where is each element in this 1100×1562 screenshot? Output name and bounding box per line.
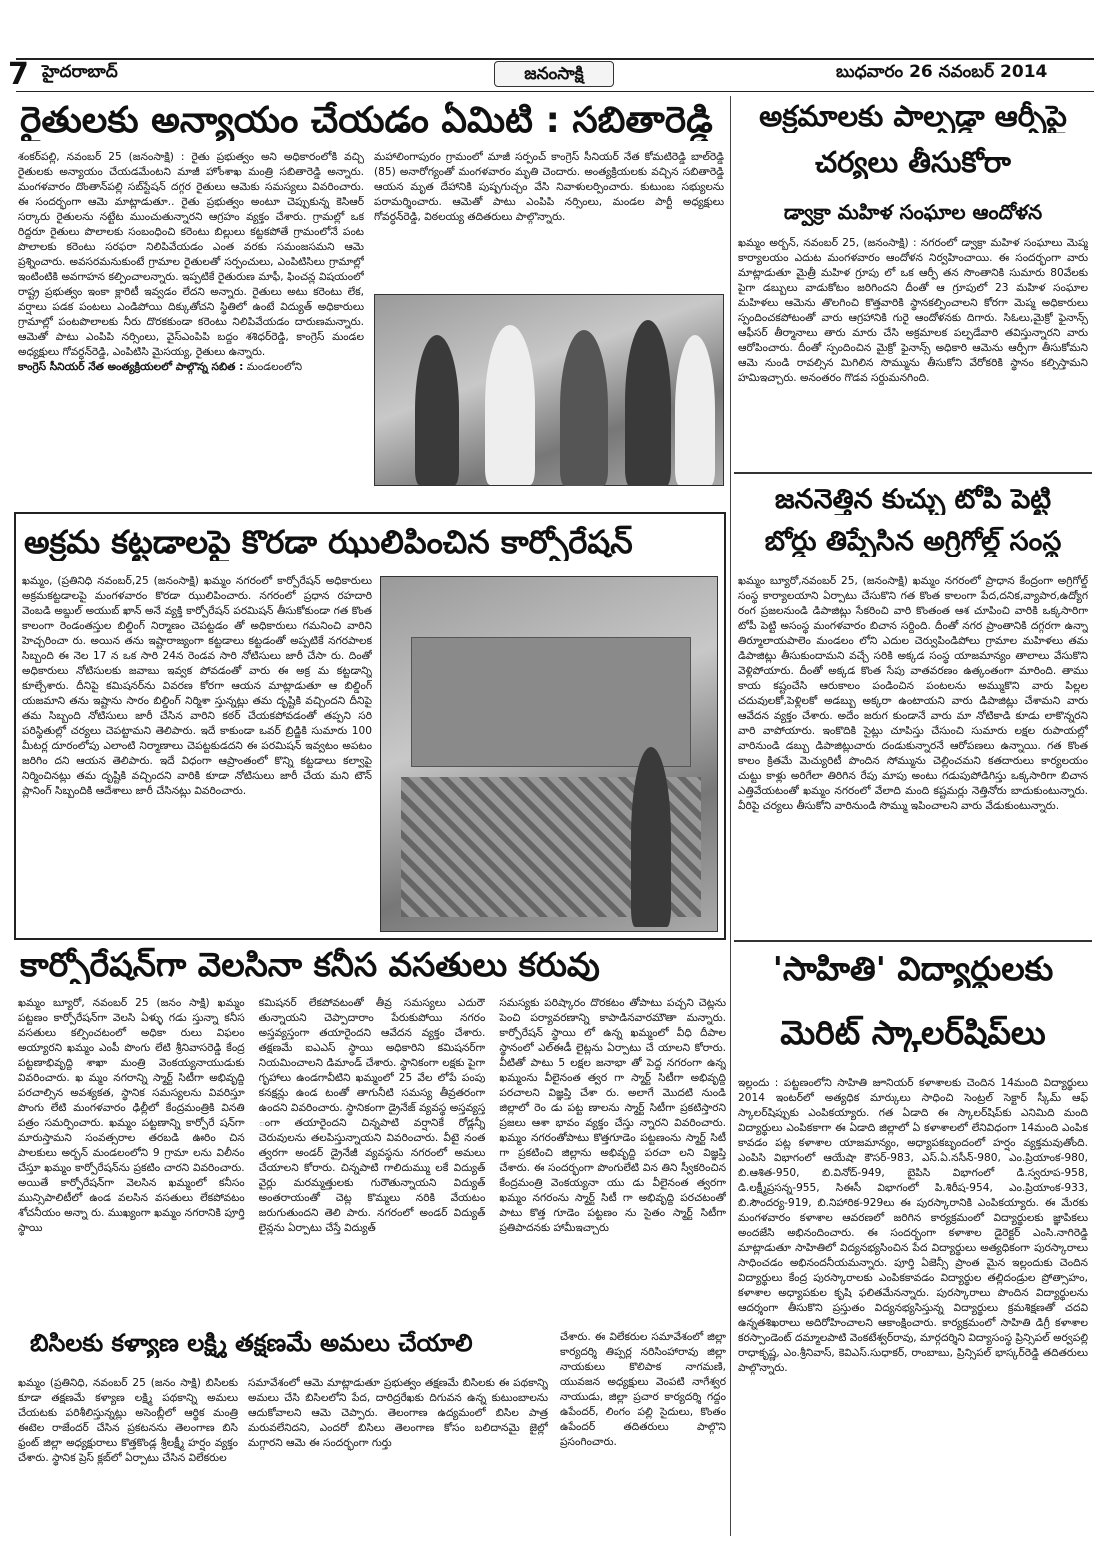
corporation-facilities-body [18,996,726,1318]
sabitha-subhead-tail: మండలంలోని [246,361,303,373]
sabitha-body-col1 [18,150,364,488]
dwcra-headline-line1: అక్రమాలకు పాల్పడ్డా ఆర్పీపై [759,100,1067,133]
sabitha-col2-text: మహాలింగాపురం గ్రామంలో మాజీ సర్పంచ్‌ కాంగ్రెస్‌ సీనియర్‌ నేత కోమటిరెడ్డి బాల్‌రెడ్డి (85) అనారోగ్యంతో మంగళవారం మృతి చెందారు. అంత్యక్రియలకు వచ్చిన సబితారెడ్డి ఆయన మృత దేహానికి పుష్పగుచ్చం వేసి నివాళులర్పించారు. కుటుంబ సభ్యులను పరామర్శించారు. ఆమెతో పాటు ఎంపిపి నర్సింలు, మండల పార్టీ అధ్యక్షులు గోవర్ధన్‌రెడ్డి, విఠలయ్య తదితరులు పాల్గొన్నారు. [374,151,724,223]
sabitha-body-col2 [374,150,724,290]
corporation-facilities-headline: కార్పోరేషన్‌గా వెలసినా కనీస వసతులు కరువు [20,946,600,984]
kalyana-lakshmi-col3 [560,1330,726,1526]
corporation-buildings-body [22,574,372,934]
demolition-photo [380,576,718,932]
agrigold-separator [734,940,1092,942]
kalyana-lakshmi-col1-text: ఖమ్మం (ప్రతినిధి, నవంబర్‌ 25 (జనం సాక్షి) బిసిలకు కూడా తక్షణమే కళ్యాణ లక్ష్మి పథకాన్ని అమలు చేయటకు పరిశీలిస్తున్నట్లు అసెంబ్లీలో ఆర్థిక మంత్రి ఈటెల రాజేందర్‌ చేసిన ప్రకటనను తెలంగాణ బిసి ఫ్రంట్‌ జిల్లా అధ్యక్షురాలు కొత్తకొండ్ల శ్రీలక్ష్మీ హర్షం వ్యక్తం చేశారు. స్థానిక ప్రెస్‌ క్లబ్‌లో ఏర్పాటు చేసిన విలేకరుల [18,1377,238,1464]
dwcra-subheadline: డ్వాక్రా మహిళ సంఘాల ఆందోళన [783,200,1043,224]
corporation-buildings-text: ఖమ్మం, (ప్రతినిధి నవంబర్‌,25 (జనంసాక్షి) ఖమ్మం నగరంలో కార్పోరేషన్‌ అధికారులు అక్రమకట్టడాలపై మంగళవారం కొరడా ఝులిపించారు. నగరంలో ప్రధాన రహదారి వెంబడి అబ్దుల్‌ అయుబ్‌ ఖాన్‌ అనే వ్యక్తి కార్పోరేషన్‌ పరమిషన్‌ తీసుకోకుండా గత కొంత కాలంగా రెండంతస్తుల బిల్డింగ్‌ నిర్మాణం చెపట్టడం తో అధికారులు గమనించి వారిని హెచ్చరించా రు. అయిన తను ఇష్టారాజ్యంగా కట్టడాలు కట్టడంతో అప్పటికే నగరపాలక సిబ్బంది ఈ నెల 17 న ఒక సారి 24న రెండవ సారి నోటిసులు జారీ చేసా రు. దింతో అధికారులు నోటిసులకు జవాబు ఇవ్వక పోవడంతో వారు ఈ అక్ర మ కట్టడాన్ని కూల్చేశారు. దీనిపై కమిషనర్‌ను వివరణ కోరగా ఆయన మాట్లాడుతూ ఆ బిల్డింగ్‌ యజమాని తను ఇష్టాను సారం బిల్డింగ్‌ నిర్మిశా స్తున్నట్లు తమ దృష్టికి వచ్చిందని దీనిపై తమ సిబ్బంది నోటిసులు జారీ చేసిన వారిని కఠర్‌ చేయకపోవడంతో తప్పని సరి పరిస్థితుల్లో చర్యలు చెపట్టామని తెలిపారు. ఇదే కాకుండా ఒవర్‌ బ్రిడ్జికి సుమారు 100 మీటర్ల దూరంలోపు ఎలాంటి నిర్మాణాలు చెపట్టకుడదని ఈ పరమిషన్‌ ఇవ్వటం అపటం జరిగిం దని ఆయన తెలిపారు. ఇదే విధంగా ఆప్రాంతంలో కొన్ని కట్టడాలు కల్వాపై నిర్మించినట్లు తమ దృష్టికి వచ్చిందని వారికి కూడా నోటిసులు జారీ చేయ మని టౌన్‌ ప్లానింగ్‌ సిబ్బందికి ఆదేశాలు జారీ చేసినట్లు వివరించారు. [22,575,372,797]
kalyana-lakshmi-col1 [18,1376,238,1526]
dwcra-headline-line2: చర్యలు తీసుకోరా [815,146,1011,179]
agrigold-body [738,574,1088,934]
kalyana-lakshmi-headline: బిసిలకు కళ్యాణ లక్ష్మి తక్షణమే అమలు చేయాలి [30,1330,473,1357]
sahithi-body-text: ఇల్లందు : పట్టణంలోని సాహితి జూనియర్‌ కళాశాలకు చెందిన 14మంది విద్యార్థులు 2014 ఇంటర్‌లో అత్యధిక మార్కులు సాధించి సెంట్రల్‌ సెక్టార్‌ స్కీమ్‌ ఆఫ్‌ స్కాలర్‌షిప్పుకు ఎంపికయ్యారు. గత ఏడాది ఈ స్కాలర్‌షిప్‌కు ఎనిమిది మంది విద్యార్థులు ఎంపికకాగా ఈ ఏడాది జిల్లాలో ఏ కళాశాలలో లేనివిధంగా 14మంది ఎంపిక కావడం పట్ల కళాశాల యాజమాన్యం, అధ్యాపకబృందంలో హర్షం వ్యక్తమవుతోంది. ఎంపిసి విభాగంలో ఆయేషా కౌసర్‌-983, ఎస్‌.ఏ.నసీన్‌-980, ఎం.ప్రియాంక-980, బి.ఆశిత-950, బి.వినోద్‌-949, బైపిసి విభాగంలో డి.స్వరూప-958, డి.లక్ష్మీప్రసన్న-955, సిఈసీ విభాగంలో పి.శిరీష-954, ఎం.ప్రియాంక-933, బి.సౌందర్య-919, బి.నిహారిక-929లు ఈ పురస్కారానికి ఎంపికయ్యారు. ఈ మేరకు మంగళవారం కళాశాల ఆవరణలో జరిగిన కార్యక్రమంలో విద్యార్థులకు జ్ఞాపికలు అందజేసి అభినందించారు. ఈ సందర్భంగా కళాశాల డైరెక్టర్‌ ఎంసి.నాగిరెడ్డి మాట్లాడుతూ సాహితిలో విద్యనభ్యసించిన పేద విద్యార్థులు అత్యధికంగా పురస్కారాలు సాధించడం అభినందనీయమన్నారు. పూర్తి ఏజెన్సీ ప్రాంత మైన ఇల్లందుకు చెందిన విద్యార్థులు కేంద్ర పురస్కారాలకు ఎంపికకావడం విద్యార్థుల తల్లిదండ్రుల ప్రోత్సాహం, కళాశాల అధ్యాపకుల కృషి ఫలితమేనన్నారు. పురస్కారాలు పొందిన విద్యార్థులను ఆదర్శంగా తీసుకొని ప్రస్తుతం విద్యనభ్యసిస్తున్న విద్యార్థులు క్రమశిక్షణతో చదవి ఉన్నతశిఖరాలు అదిరోహించాలని ఆకాంక్షించారు. కార్యక్రమంలో సాహితి డిగ్రీ కళాశాల కరస్పాండెంట్‌ దమ్మాలపాటి వెంకటేశ్వర్‌రావు, మార్గదర్శిని విద్యాసంస్థ ప్రిన్సిపల్‌ అర్వపల్లి రాధాకృష్ణ, ఎం.శ్రీనివాస్‌, కెవిఎస్‌.సుధాకర్‌, రాంబాబు, ప్రిన్సిపల్‌ భాస్కర్‌రెడ్డి తదితరులు పాల్గొన్నారు. [738,1077,1088,1374]
kalyana-lakshmi-col3-text: చేశారు. ఈ విలేకరుల సమావేశంలో జిల్లా కార్యదర్శి తిప్పర్ల నరిసింహారావు జిల్లా నాయకులు కొలిపాక నాగమణి, యువజన అధ్యక్షులు వెంపటి నాగేశ్వర నాయుడు, జిల్లా ప్రచార కార్యదర్శి గద్దం ఉపేందర్‌, లింగం పల్లి సైదులు, కొంతం ఉపేందర్‌ తదితరులు పాల్గొని ప్రసంగించారు. [560,1331,726,1448]
corporation-facilities-col2: కమిషనర్‌ లేకపోవటంతో తీవ్ర సమస్యలు ఎదురౌ తున్నాయని చెప్పాదారాం పేరుకుపోయి నగరం అస్తవ్యస్తంగా తయారైందని ఆవేదన వ్యక్తం చేశారు. తక్షణమే ఐఎఎస్‌ స్థాయి అధికారిని కమిషనర్‌గా నియమించాలని డిమాండ్‌ చేశారు. స్థానికంగా లక్షకు పైగా గృహాలు ఉండగావీటిని ఖమ్మంలో 25 వేల లోపే పంపు కనక్షన్లు ఉండ టంతో తాగునీటి సమస్య తీవ్రతరంగా ఉందని వివరించారు. స్థానికంగా డ్రైనేజ్‌ వ్యవస్థ అస్తవ్యస్త ంగా తయారైందని చిన్నపాటి వర్షానికే రోడ్లన్నీ చెరువులను తలపిస్తున్నాయని వివరించారు. వీటై నంత త్వరగా అండర్‌ డ్రైనేజీ వ్యవస్థను నగరంలో అమలు చేయాలని కోరారు. చిన్నపాటి గాలిదుమ్ము లకే విద్యుత్‌ వైర్లు మరమ్మత్తులకు గురౌతున్నాయని విద్యుత్‌ అంతరాయంతో చెట్ల కొమ్మలు నరికి వేయటం జరుగుతుందని తెలి పారు. నగరంలో అండర్‌ విద్యుత్‌ లైన్లను ఏర్పాటు చేస్తే విద్యుత్‌ [258,997,486,1234]
issue-date: బుధవారం 26 నవంబర్‌ 2014 [836,62,1048,82]
corporation-buildings-headline: అక్రమ కట్టడాలపై కొరడా ఝులిపించిన కార్పోరేషన్‌ [24,524,633,561]
sabitha-photo [374,294,724,486]
corporation-facilities-col1: ఖమ్మం బ్యూరో, నవంబర్‌ 25 (జనం సాక్షి) ఖమ్మం పట్టణం కార్పోరేషన్‌గా వెలసి ఏళ్ళు గడు స్తున్నా కనీస వసతులు కల్పించటంలో అధికా రులు విఫలం అయ్యారని ఖమ్మం ఎంపీ పొంగు లేటి శ్రీనివాసరెడ్డి కేంద్ర పట్టణాభివృద్ది శాఖా మంత్రి వెంకయ్యనాయుడుకు వివరించారు. ఖ మ్మం నగరాన్ని స్మార్ట్‌ సిటీగా అభివృద్ది పరచాల్సిన అవశ్యకత, స్థానిక సమస్యలను వివరిస్తూ పొంగు లేటి మంగళవారం ఢిల్లీలో కేంద్రమంత్రికి వినతి పత్రం సమర్పించారు. ఖమ్మం పట్టణాన్ని కార్పోరే షన్‌గా మారుస్తామని సంవత్సరాల తరబడి ఊరిం చిన పాలకులు అర్బన్‌ మండలంలోని 9 గ్రామా లను విలీనం చేస్తూ ఖమ్మం కార్పోరేషన్‌ను ప్రకటిం చారని వివరించారు. అయితే కార్పోరేషన్‌గా వెలసిన ఖమ్మంలో కనీసం మున్సిపాలిటీలో ఉండ వలసిన వసతులు లేకపోవటం శోచనీయం అన్నా రు. ముఖ్యంగా ఖమ్మం నగరానికి పూర్తి స్థాయి [18,997,245,1234]
agrigold-headline-line2: బోర్డు తిప్పేసిన అగ్రిగోల్డ్‌ సంస్థ [764,526,1062,557]
agrigold-body-text: ఖమ్మం బ్యూరో,నవంబర్‌ 25, (జనంసాక్షి) ఖమ్మం నగరంలో ప్రాధాన కేంద్రంగా అగ్రిగోల్డ్‌ సంస్థ కార్యాలయాని ఏర్పాటు చేసుకొని గత కొంత కాలంగా పేద,దనిక,వ్యాపార,ఉద్యోగ రంగ ప్రజలనుండి డిపాజిట్లు సేకరించి వారి కొంతంత ఆశ చూపించి వారికి ఒక్కసారిగా టోపీ పెట్టి అసంస్థ మంగళవారం బిచాన సర్దింది. దీంతో నగర ప్రాంతానికి దగ్గరగా ఉన్నా తిర్మూలాయపాలెం మండలం లోని ఎదుల చెర్వుపిండిపోలు గ్రామాల మహిళలు తమ డిపాజిట్లు తీసుకుందామని వచ్చే సరికి అక్కడ సంస్థ యాజమాన్యం తాలాలు వేసుకొని వెళ్లిపోయారు. దీంతో అక్కడ కొంత సేపు వాతవరణం ఉత్కంతంగా మారింది. తాము కాయ కష్టంచేసి ఆరుకాలం పండించిన పంటలను అమ్ముకొని వారు పిల్లల చదువులకో,పెళ్లిలకో అడబ్బు అక్కరా ఉంటాయని వారు డిపాజిట్లు చేశామని వారు ఆవేదన వ్యక్తం చేశారు. అదేం జరుగ కుండానే వారు మా నోటికాడి కూడు లాకొన్నరని వారి వాపోయారు. ఇంకొదికి సైట్లు చూపిస్తు చేసుంచి సుమారు లక్షల రుపాయల్లో వారినుండి డబ్బు డిపాజిట్లుచారు దండుకున్నారనే ఆరోపణలు ఉన్నాయి. గత కొంత కాలం క్రితమే మెచ్యురిటీ పొందిన సోమ్మును చెల్లించమని కతదారులు కార్యలయం చుట్టు కాళ్లు అరిగేలా తిరిగిన రేపు మాపు అంటు గడుపుపోడిగిస్తు ఒక్కసారిగా బిచాన ఎత్తివేయటంతో ఖమ్మం నగరంలో వేలాది మంది కష్టమర్లు నెత్తినోరు బాదుకుంటున్నారు. వీరిపై చర్యలు తీసుకోని వారినుండి సొమ్ము ఇపించాలని వారు వేడుకుంటున్నారు. [738,575,1088,812]
agrigold-headline-line1: జననెత్తిన కుచ్చు టోపి పెట్టి [774,484,1052,515]
sabitha-headline: రైతులకు అన్యాయం చేయడం ఏమిటి : సబితారెడ్డి [20,100,713,141]
sahithi-headline-line2: మెరిట్‌ స్కాలర్‌షిప్‌లు [780,1014,1046,1052]
kalyana-lakshmi-col2-text: సమావేశంలో ఆమె మాట్లాడుతూ ప్రభుత్వం తక్షణమే బిసిలకు ఈ పథకాన్ని అమలు చేసి బిసిలలోని పేద, దారిద్రరేఖకు దిగువన ఉన్న కుటుంబాలను ఆదుకోవాలని ఆమె చెప్పారు. తెలంగాణ ఉద్యమంలో బిసిల పాత్ర మరువలేనిదని, ఎందరో బిసిలు తెలంగాణ కోసం బలిదానమై జైల్లో మగ్గారని ఆమె ఈ సందర్భంగా గుర్తు [248,1377,548,1449]
sabitha-col1-text: శంకర్‌పల్లి, నవంబర్‌ 25 (జనంసాక్షి) : రైతు ప్రభుత్వం అని అధికారంలోకి వచ్చి రైతులకు అన్యాయం చేయడమేంటని మాజీ హోంశాఖ మంత్రి సబితారెడ్డి అన్నారు. మంగళవారం దొంతాన్‌పల్లి సబ్‌స్టేషన్‌ దగ్గర రైతులు ఆమెకు సమస్యలు వివరించారు. ఈ సందర్భంగా ఆమె మాట్లాడుతూ.. రైతు ప్రభుత్వం అంటూ చెప్పుకున్న కెసిఆర్‌ సర్కారు రైతులను నట్టేట ముంచుతున్నారని ఆగ్రహం వ్యక్తం చేశారు. గ్రామల్లో ఒక రిద్దరూ రైతులు పొలాలకు సంబంధించి కరెంటు బిల్లులు కట్టకపోతే గ్రామంలోనే పంట పొలాలకు కరెంటు సరఫరా నిలిపివేయడం ఎంత వరకు సమంజసమని ఆమె ప్రశ్నించారు. అవసరమనుకుంటే గ్రామాల రైతులతో సర్పంచులు, ఎంపిటిసిలు గ్రామాల్లో ఇంటింటికి అవగాహన కల్పించాలన్నారు. ఇప్పటికే రైతురుణ మాఫీ, ఫించన్ల విషయంలో రాష్ట్ర ప్రభుత్వం ఇంకా క్లారిటీ ఇవ్వడం లేదని అన్నారు. రైతులు అటు కరెంటు లేక, వర్షాలు పడక పంటలు ఎండిపోయి దిక్కుతోచని స్థితిలో ఉంటే విద్యుత్‌ అధికారులు గ్రామాల్లో పంటపొలాలకు నీరు దొరకకుండా కరెంటు నిలిపివేయడం దారుణమన్నారు. ఆమెతో పాటు ఎంపిపి నర్సింలు, వైస్‌ఎంపిపి బద్దం శశిధర్‌రెడ్డి, కాంగ్రెస్‌ మండల అధ్యక్షులు గోవర్ధన్‌రెడ్డి, ఎంపిటిసి మైసయ్య, రైతులు ఉన్నారు. [18,151,364,358]
sahithi-body [738,1076,1088,1536]
page-number: 7 [8,57,29,92]
sahithi-headline-line1: 'సాహితి' విద్యార్థులకు [772,950,1054,988]
dwcra-body [738,236,1088,466]
sabitha-subhead: కాంగ్రెస్‌ సీనియర్‌ నేత అంత్యక్రియలలో పాల్గొన్న సబిత : [18,361,244,373]
dwcra-body-text: ఖమ్మం అర్బన్‌, నవంబర్‌ 25, (జనంసాక్షి) : నగరంలో డ్వాక్రా మహిళ సంఘాలు మెప్మ కార్యాలయం ఎదుట మంగళవారం ఆందోళన నిర్వహించాయి. ఈ సందర్భంగా వారు మాట్లాడుతూ మైత్రీ మహిళ గ్రూపు లో ఒక ఆర్పీ తన సొంతానికి సుమారు 80వేలకు పైగా డబ్బులు వాడుకోటం జరిగిందని దీంతో ఆ గ్రూపులో 23 మహిళ సంఘాల మహిళలు ఆమెను తొలగించి కొత్తవారికి స్థానకల్పించాలని కోరగా మెప్మ అధికారులు స్పందించకపోటంతో వారు ఆగ్రహానికి గురై ఆందోళనకు దిగారు. సిఓలు,మైక్రో ఫైనాన్స్‌ ఆఫీసర్‌ తీర్మానాలు తారు మారు చేసి అక్రమాలక పల్పడేవారి తవిస్తున్నారని వారు ఆరోపించారు. దీంతో స్పందించిన మైక్రో ఫైనాన్స్‌ అధికారి ఆమెను ఆర్పీగా తీసుకోమని ఆమె నుండి రావల్సిన మిగిలిన సొమ్మును తీసుకోని వేరోకరికి స్థానం కల్పిస్తామని హమిఇచ్చారు. అనంతరం గొడవ సర్దుమనగింది. [738,237,1088,384]
newspaper-logo: జనంసాక్షి [494,61,614,87]
column-divider [730,96,731,1536]
dwcra-separator [734,472,1092,474]
corporation-facilities-col3: సమస్యకు పరిష్కారం దొరకటం తోపాటు పచ్చని చెట్లను పెంచి పర్యావరణాన్ని కాపాడినవారమౌతా మన్నారు. కార్పోరేషన్‌ స్థాయి లో ఉన్న ఖమ్మంలో వీధి దీపాల స్థానంలో ఎల్‌ఈడీ లైట్లను ఏర్పాటు చే యాలని కోరారు. వీటితో పాటు 5 లక్షల జనాభా తో పెద్ద నగరంగా ఉన్న ఖమ్మంను వీలైనంత త్వర గా స్మార్ట్‌ సిటీగా అభివృద్ది పరచాలని విజ్ఞప్తి చేశా రు. అలాగే మొదటి నుండి జిల్లాలో రెం డు పట్ట ణాలను స్మార్ట్‌ సిటీగా ప్రకటిస్తారని ప్రజలు ఆశా భావం వ్యక్తం చేస్తు న్నారని వివరించారు. ఖమ్మం నగరంతోపాటు కొత్తగూడెం పట్టణంను స్మార్ట్‌ సిటీ గా ప్రకటించి జిల్లాను అభివృద్ది పరచా లని విజ్ఞప్తి చేశారు. ఈ సందర్భంగా పొంగులేటి విన తిని స్వీకరించిన కేంద్రమంత్రి వెంకయ్యనా యు డు వీలైనంత త్వరగా ఖమ్మం నగరంను స్మార్ట్‌ సిటీ గా అభివృద్ది పరచటంతో పాటు కొత్త గూడెం పట్టణం ను సైతం స్మార్ట్‌ సిటీగా ప్రతిపాదనకు హామీఇచ్చారు [499,997,726,1234]
kalyana-lakshmi-col2 [248,1376,548,1526]
city-label: హైదరాబాద్‌ [42,62,118,82]
